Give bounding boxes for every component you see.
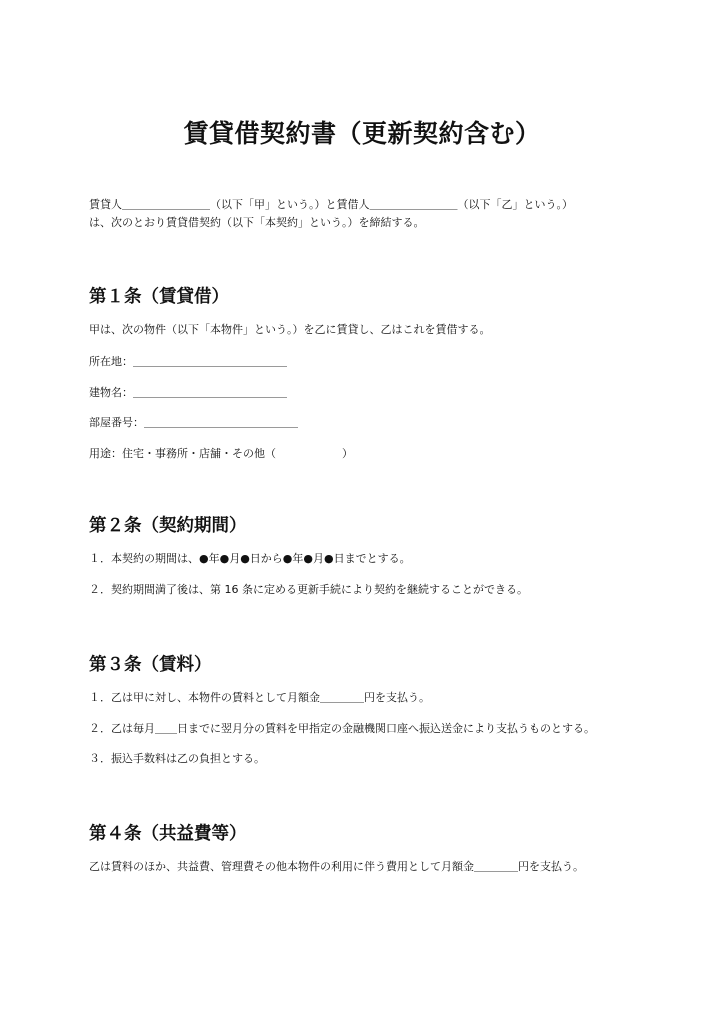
article-1-line: 甲は、次の物件（以下「本物件」という。）を乙に賃貸し、乙はこれを賃借する。 [89,323,491,336]
intro-line: 賃貸人＿＿＿＿＿＿＿＿（以下「甲」という。）と賃借人＿＿＿＿＿＿＿＿（以下「乙」という。） [89,198,573,211]
building-name-line: 建物名：＿＿＿＿＿＿＿＿＿＿＿＿＿＿ [89,386,287,399]
intro-line: は、次のとおり賃貸借契約（以下「本契約」という。）を締結する。 [89,216,425,229]
article-3-line: ３．振込手数料は乙の負担とする。 [89,752,265,765]
property-address-line: 所在地：＿＿＿＿＿＿＿＿＿＿＿＿＿＿ [89,355,287,368]
article-4-heading: 第４条（共益費等） [89,824,247,844]
article-3-line: １．乙は甲に対し、本物件の賃料として月額金＿＿＿＿円を支払う。 [89,691,430,704]
article-3-line: ２．乙は毎月＿＿日までに翌月分の賃料を甲指定の金融機関口座へ振込送金により支払うものとする。 [89,722,595,735]
article-2-heading: 第２条（契約期間） [89,516,247,536]
intro-paragraph [89,196,649,232]
usage-line: 用途：住宅・事務所・店舗・その他（ ） [89,447,353,460]
article-3-heading: 第３条（賃料） [89,655,212,675]
article-2-line: １．本契約の期間は、●年●月●日から●年●月●日までとする。 [89,552,411,565]
room-number-line: 部屋番号：＿＿＿＿＿＿＿＿＿＿＿＿＿＿ [89,416,298,429]
document-title: 賃貸借契約書（更新契約含む） [183,119,541,148]
article-4-line: 乙は賃料のほか、共益費、管理費その他本物件の利用に伴う費用として月額金＿＿＿＿円を支払う。 [89,860,584,873]
article-2-line: ２．契約期間満了後は、第 16 条に定める更新手続により契約を継続することができる。 [89,583,528,596]
article-1-heading: 第１条（賃貸借） [89,287,229,307]
